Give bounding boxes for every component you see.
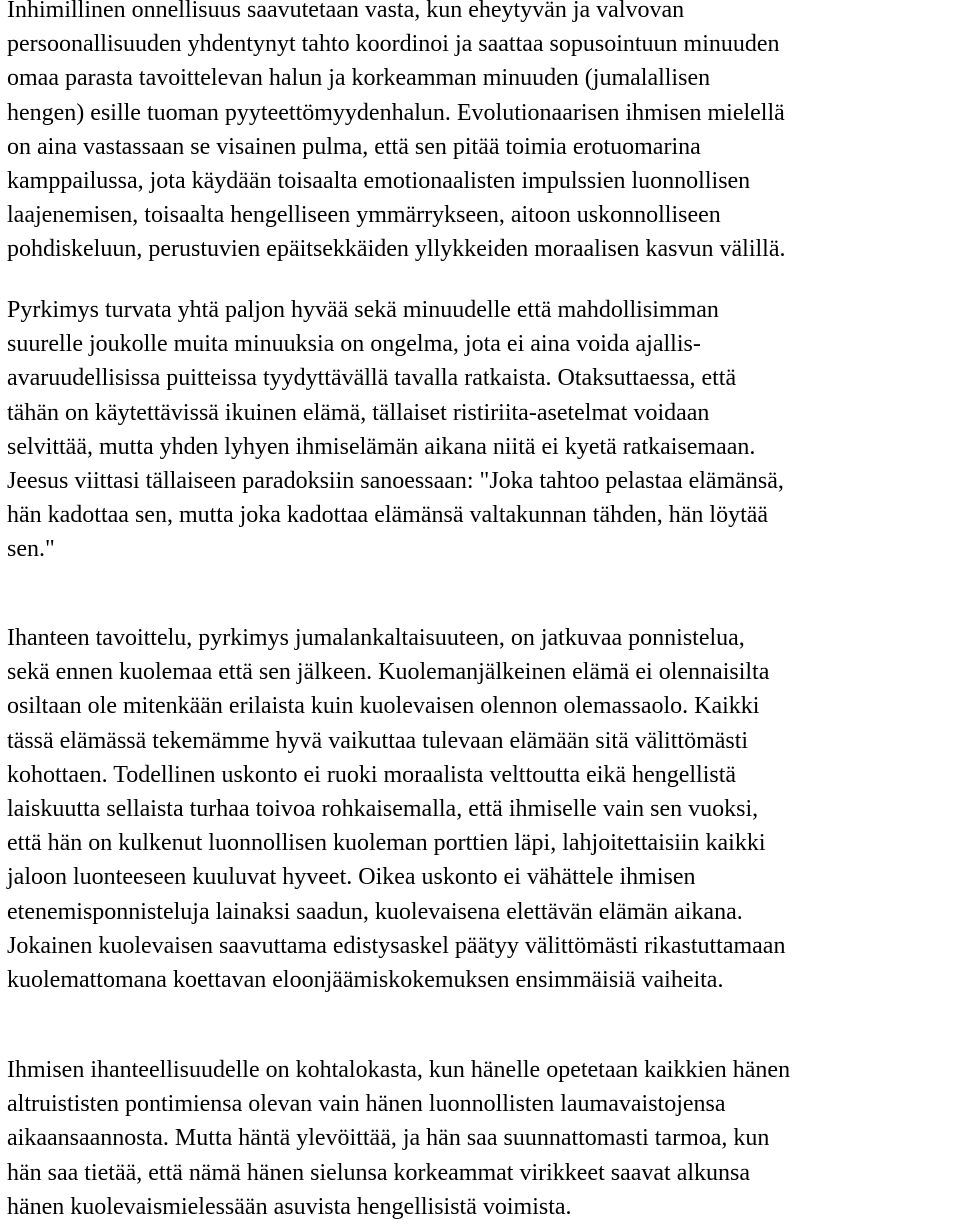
text-line: jaloon luonteeseen kuuluvat hyveet. Oikea uskonto ei vähättele ihmisen [7,864,696,891]
text-line: selvittää, mutta yhden lyhyen ihmiselämän aikana niitä ei kyetä ratkaisemaan. [7,433,756,460]
text-line: sekä ennen kuolemaa että sen jälkeen. Kuolemanjälkeinen elämä ei olennaisilta [7,659,770,686]
paragraph [7,293,957,567]
paragraph [7,0,957,267]
text-line: tähän on käytettävissä ikuinen elämä, tällaiset ristiriita-asetelmat voidaan [7,399,710,426]
text-line: Pyrkimys turvata yhtä paljon hyvää sekä minuudelle että mahdollisimman [7,297,719,323]
text-line: että hän on kulkenut luonnollisen kuoleman porttien läpi, lahjoitettaisiin kaikki [7,830,766,857]
text-line: Inhimillinen onnellisuus saavutetaan vasta, kun eheytyvän ja valvovan [7,0,685,23]
text-line: Jeesus viittasi tällaiseen paradoksiin sanoessaan: "Joka tahtoo pelastaa elämänsä, [7,467,784,494]
text-line: kohottaen. Todellinen uskonto ei ruoki moraalista velttoutta eikä hengellistä [7,761,737,788]
text-line: omaa parasta tavoittelevan halun ja korkeamman minuuden (jumalallisen [7,65,711,92]
text-line: pohdiskeluun, perustuvien epäitsekkäiden yllykkeiden moraalisen kasvun välillä. [7,236,786,263]
text-line: Jokainen kuolevaisen saavuttama edistysaskel päätyy välittömästi rikastuttamaan [7,932,786,959]
text-line: hengen) esille tuoman pyyteettömyydenhalun. Evolutionaarisen ihmisen mielellä [7,99,785,126]
text-line: hän saa tietää, että nämä hänen sielunsa korkeammat virikkeet saavat alkunsa [7,1159,751,1186]
text-line: Ihanteen tavoittelu, pyrkimys jumalankaltaisuuteen, on jatkuvaa ponnistelua, [7,625,745,651]
text-line: sen." [7,536,55,563]
text-line: avaruudellisissa puitteissa tyydyttävällä tavalla ratkaista. Otaksuttaessa, että [7,365,737,392]
text-line: kuolemattomana koettavan eloonjäämiskokemuksen ensimmäisiä vaiheita. [7,966,724,993]
text-line: etenemisponnisteluja lainaksi saadun, kuolevaisena elettävän elämän aikana. [7,898,743,925]
paragraph [7,621,957,997]
text-line: kamppailussa, jota käydään toisaalta emotionaalisten impulssien luonnollisen [7,167,751,194]
text-line: tässä elämässä tekemämme hyvä vaikuttaa tulevaan elämään sitä välittömästi [7,727,749,754]
text-line: altruististen pontimiensa olevan vain hänen luonnollisten laumavaistojensa [7,1091,726,1118]
paragraph [7,1053,957,1224]
text-line: laajenemisen, toisaalta hengelliseen ymmärrykseen, aitoon uskonnolliseen [7,202,721,229]
text-line: suurelle joukolle muita minuuksia on ongelma, jota ei aina voida ajallis- [7,331,701,358]
text-line: on aina vastassaan se visainen pulma, että sen pitää toimia erotuomarina [7,133,701,160]
text-line: hän kadottaa sen, mutta joka kadottaa elämänsä valtakunnan tähden, hän löytää [7,502,769,529]
text-line: osiltaan ole mitenkään erilaista kuin kuolevaisen olennon olemassaolo. Kaikki [7,693,760,720]
text-line: aikaansaannosta. Mutta häntä ylevöittää, ja hän saa suunnattomasti tarmoa, kun [7,1125,770,1152]
text-line: laiskuutta sellaista turhaa toivoa rohkaisemalla, että ihmiselle vain sen vuoksi, [7,795,759,822]
text-line: Ihmisen ihanteellisuudelle on kohtalokasta, kun hänelle opetetaan kaikkien hänen [7,1057,791,1083]
text-line: persoonallisuuden yhdentynyt tahto koordinoi ja saattaa sopusointuun minuuden [7,31,780,58]
text-line: hänen kuolevaismielessään asuvista hengellisistä voimista. [7,1193,572,1220]
